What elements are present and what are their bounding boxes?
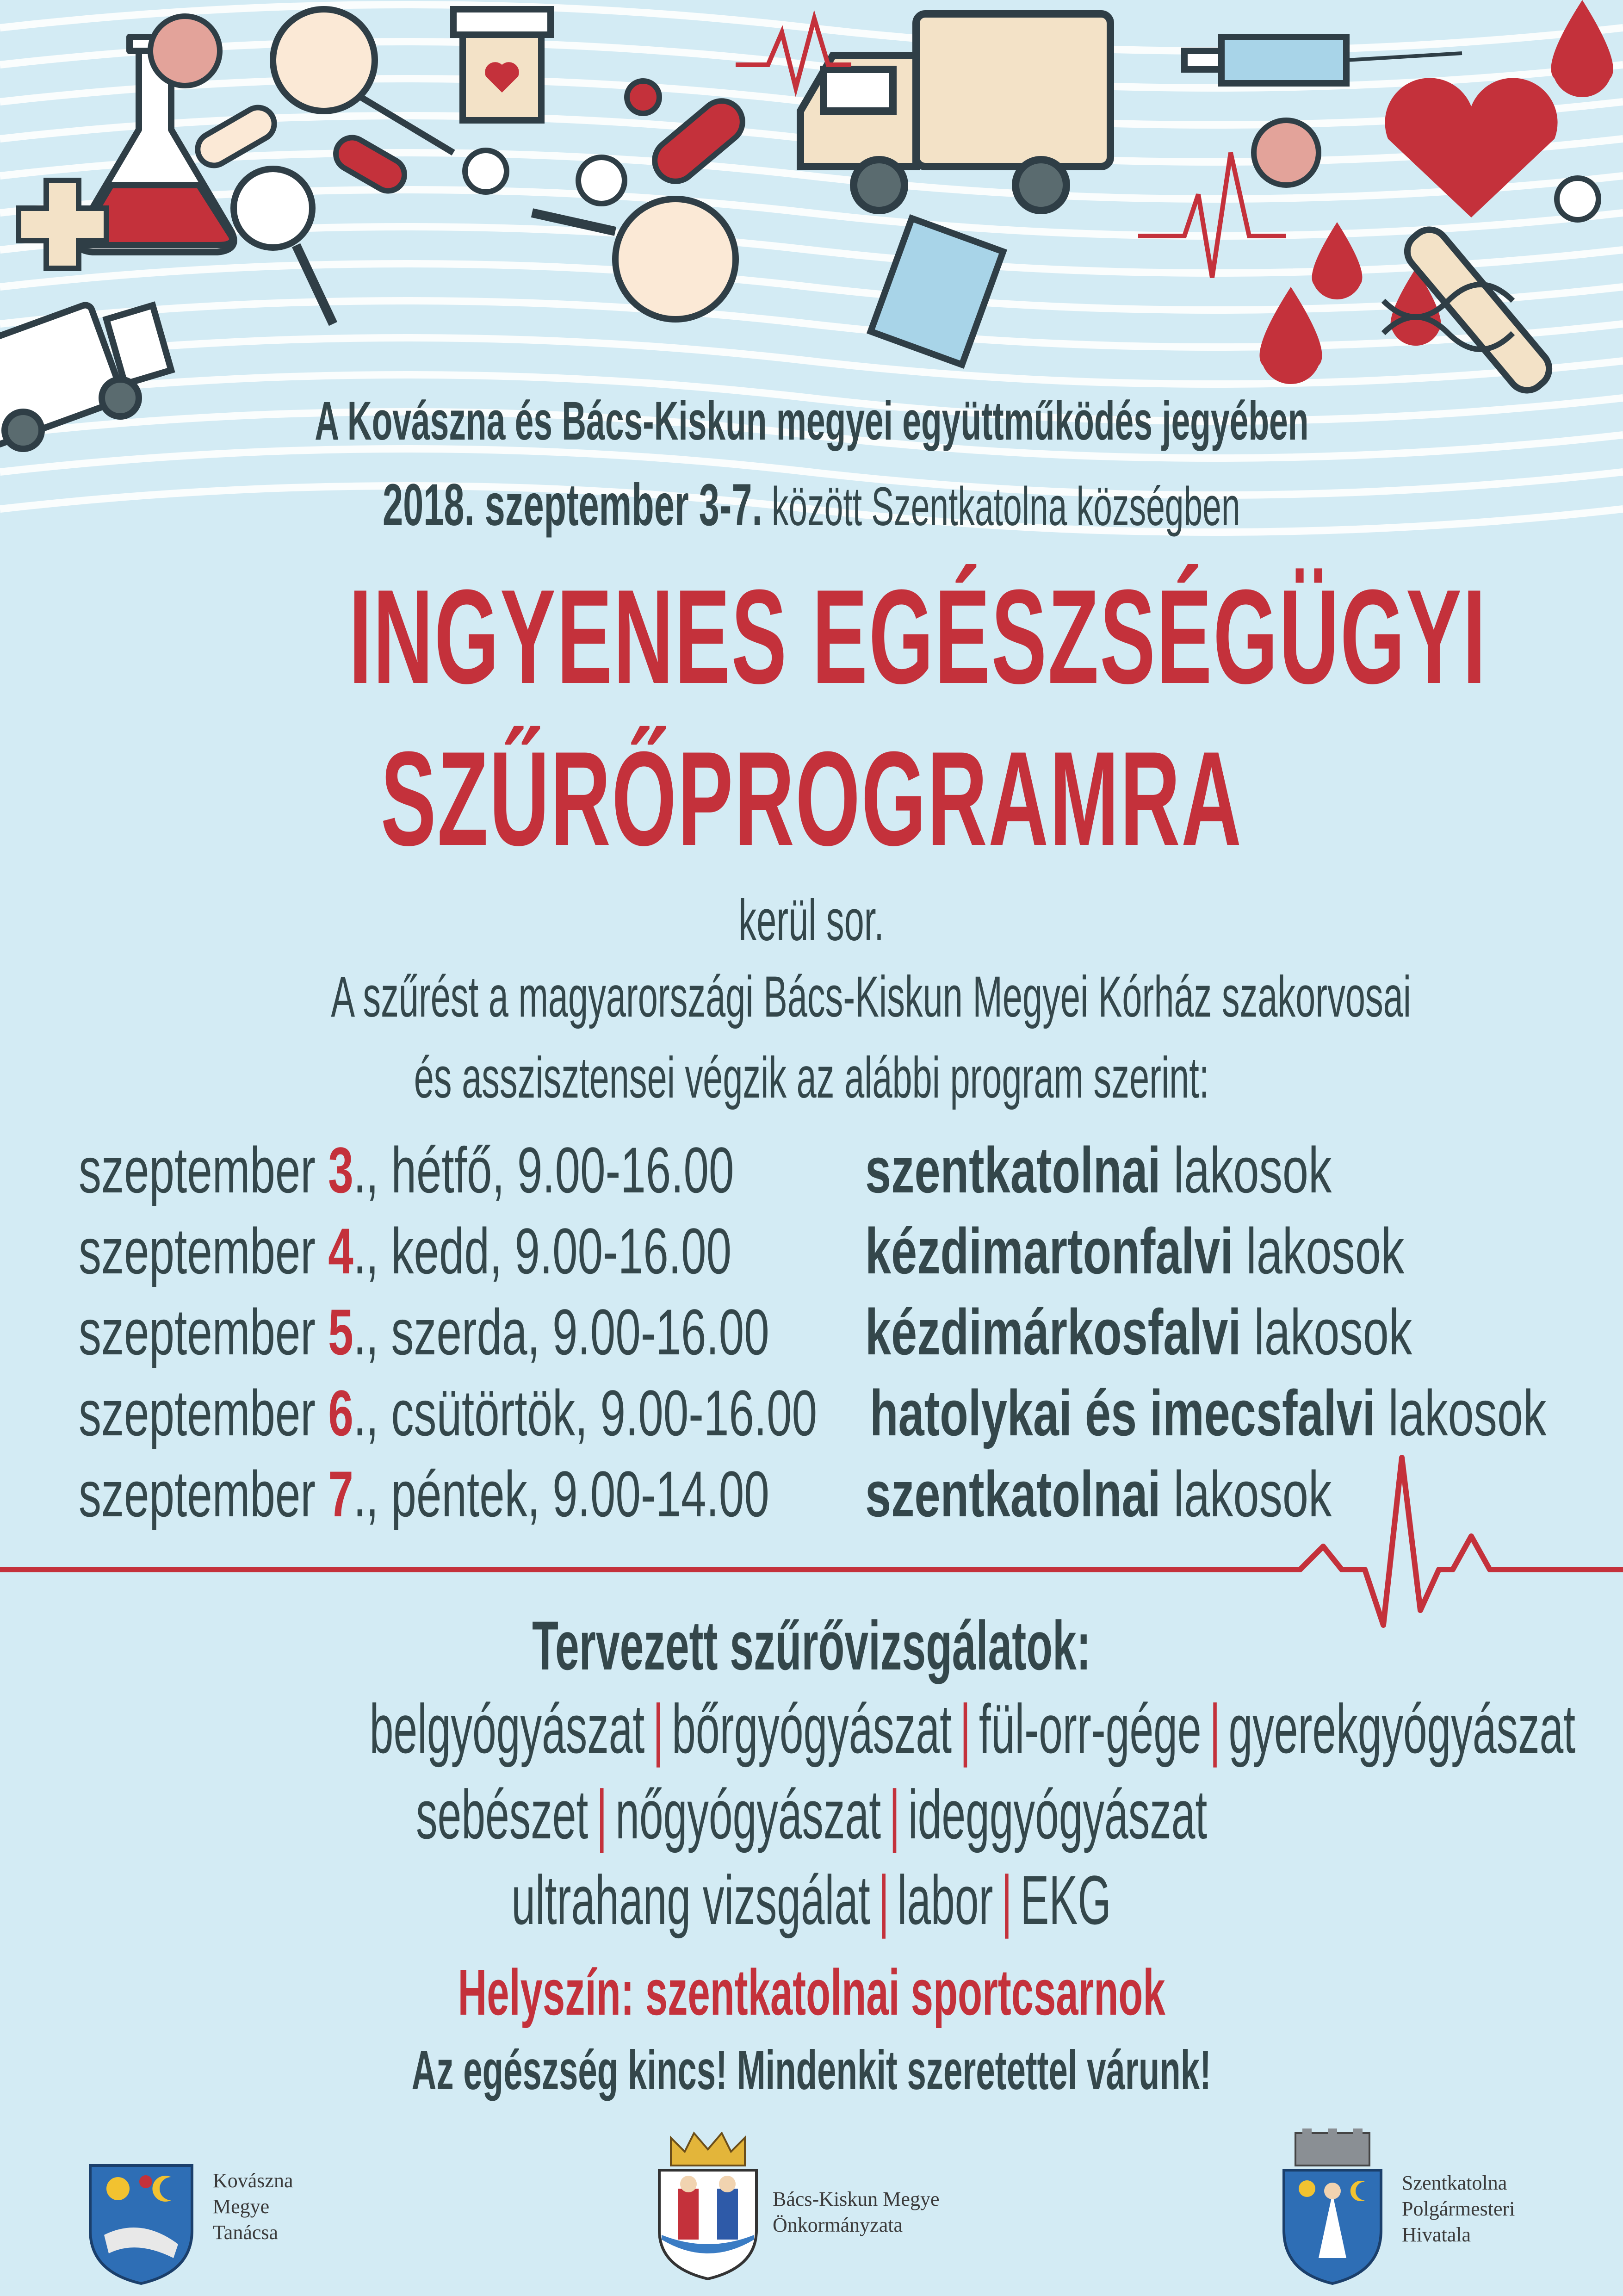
exams-list: sebészet | nőgyógyászat | ideggyógyászat [415, 1775, 1208, 1853]
intro-line [0, 390, 1623, 453]
logo-center-line1: Bács-Kiskun Megye [773, 2188, 940, 2210]
closing-text: Az egészség kincs! Mindenkit szeretettel várunk! [411, 2039, 1212, 2101]
exams-row-1 [0, 1689, 1623, 1769]
date-location: között Szentkatolna községben [762, 476, 1240, 537]
schedule-row [79, 1376, 1605, 1457]
kovaszna-coat-of-arms [86, 2161, 197, 2286]
headline-text-1: INGYENES EGÉSZSÉGÜGYI [348, 562, 1487, 712]
headline-line1 [0, 560, 1623, 714]
schedule-row [79, 1214, 1605, 1295]
exams-row-3 [0, 1860, 1623, 1940]
body-text-1: kerül sor. [738, 888, 885, 953]
schedule-date: szeptember 5., szerda, 9.00-16.00 [79, 1296, 769, 1368]
schedule-residents: kézdimárkosfalvi lakosok [865, 1296, 1412, 1368]
logo-center-label [773, 2186, 1004, 2238]
logo-right-line3: Hivatala [1402, 2223, 1471, 2246]
schedule-date: szeptember 3., hétfő, 9.00-16.00 [79, 1134, 734, 1206]
closing [0, 2038, 1623, 2102]
logo-right-line2: Polgármesteri [1402, 2197, 1515, 2220]
headline-text-2: SZŰRŐPROGRAMRA [380, 724, 1243, 874]
date-line [0, 471, 1623, 539]
logo-left-line1: Kovászna [213, 2169, 293, 2192]
exams-title-text: Tervezett szűrővizsgálatok: [532, 1607, 1091, 1684]
schedule-date: szeptember 4., kedd, 9.00-16.00 [79, 1215, 732, 1287]
exams-list: belgyógyászat | bőrgyógyászat | fül-orr-gége | gyerekgyógyászat [369, 1690, 1576, 1768]
body-text-3: és asszisztensei végzik az alábbi program szerint: [414, 1046, 1209, 1110]
exams-title [0, 1606, 1623, 1686]
szentkatolna-coat-of-arms [1277, 2128, 1388, 2286]
date-range: 2018. szeptember 3-7. [383, 472, 762, 538]
headline-line2 [0, 722, 1623, 876]
schedule-residents: hatolykai és imecsfalvi lakosok [870, 1377, 1547, 1449]
location [0, 1955, 1623, 2030]
exams-list: ultrahang vizsgálat | labor | EKG [511, 1861, 1112, 1939]
logo-right-line1: Szentkatolna [1402, 2172, 1507, 2194]
exams-row-2 [0, 1775, 1623, 1855]
body-line2 [0, 964, 1623, 1030]
schedule-date: szeptember 6., csütörtök, 9.00-16.00 [79, 1377, 818, 1449]
logo-left-line2: Megye [213, 2195, 270, 2218]
logo-left-label [213, 2168, 352, 2246]
schedule-residents: szentkatolnai lakosok [865, 1458, 1332, 1530]
body-text-2: A szűrést a magyarországi Bács-Kiskun Megyei Kórház szakorvosai [331, 965, 1412, 1029]
logo-left-line3: Tanácsa [213, 2221, 279, 2244]
bacs-kiskun-coat-of-arms [652, 2128, 763, 2281]
date-text [383, 471, 1240, 539]
body-line3 [0, 1045, 1623, 1111]
logo-center-line2: Önkormányzata [773, 2214, 903, 2236]
logo-right-label [1402, 2170, 1605, 2248]
location-text: Helyszín: szentkatolnai sportcsarnok [458, 1956, 1165, 2029]
schedule-residents: kézdimartonfalvi lakosok [865, 1215, 1405, 1287]
schedule-date: szeptember 7., péntek, 9.00-14.00 [79, 1458, 769, 1530]
schedule-residents: szentkatolnai lakosok [865, 1134, 1332, 1206]
schedule-row [79, 1133, 1605, 1214]
body-line1 [0, 887, 1623, 954]
schedule-row [79, 1295, 1605, 1376]
intro-text: A Kovászna és Bács-Kiskun megyei együttműködés jegyében [314, 391, 1309, 452]
schedule-row [79, 1457, 1605, 1538]
